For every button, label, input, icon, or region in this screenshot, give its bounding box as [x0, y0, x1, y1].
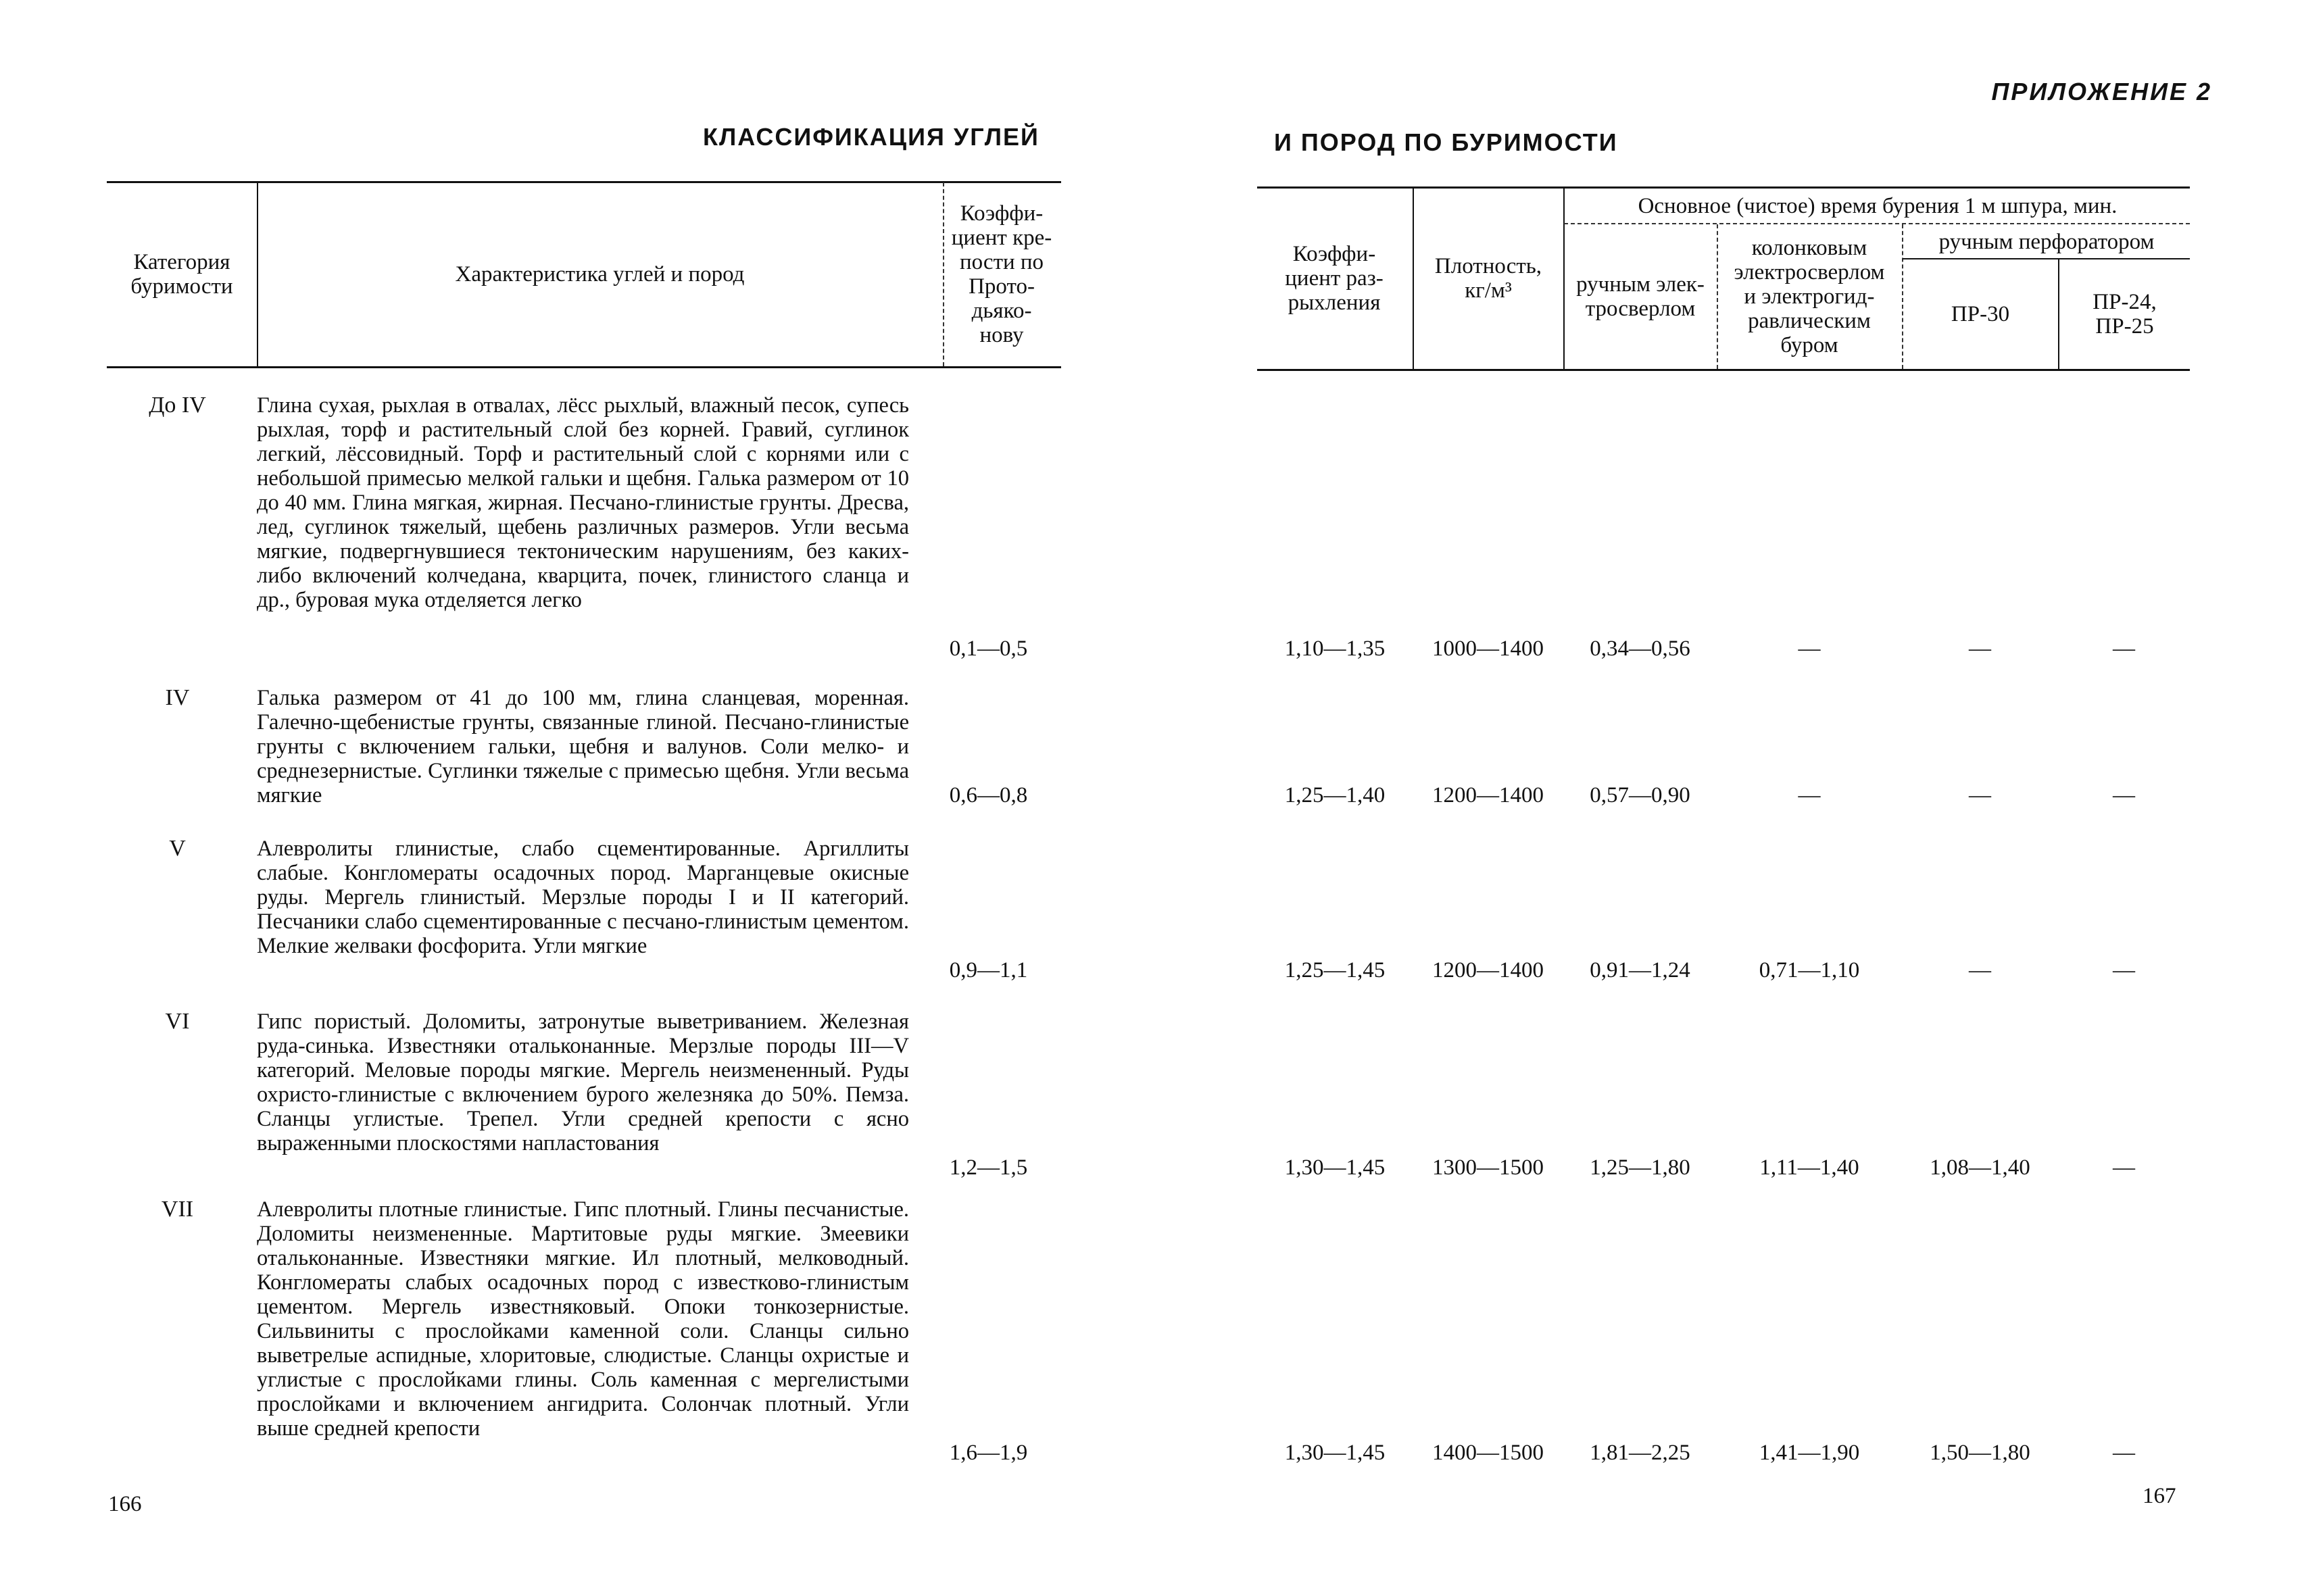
row-loosening: 1,10—1,35	[1284, 637, 1386, 661]
row-category: До IV	[149, 393, 206, 418]
header-characteristic	[258, 184, 941, 365]
row-hardness: 0,6—0,8	[949, 783, 1028, 807]
header-pr24	[2059, 261, 2190, 368]
header-hardness-line: Прото-	[969, 274, 1035, 299]
header-category-line: Категория	[133, 250, 230, 274]
header-category-line: буримости	[130, 274, 233, 299]
header-manual-drill	[1565, 226, 1715, 368]
header-pr24-line: ПР-24,	[2093, 290, 2157, 314]
row-loosening: 1,30—1,45	[1284, 1155, 1386, 1180]
row-pr30: 1,50—1,80	[1930, 1441, 2030, 1465]
row-category: IV	[165, 685, 190, 710]
right-page-title: И ПОРОД ПО БУРИМОСТИ	[1274, 128, 1618, 156]
header-drilling-time: Основное (чистое) время бурения 1 м шпура, мин.	[1638, 194, 2118, 218]
header-column-drill-line: электросверлом	[1734, 260, 1885, 284]
row-category: VII	[161, 1197, 194, 1222]
row-description: Галька размером от 41 до 100 мм, глина сланцевая, моренная. Галечно-щебенистые грунты, связанные глиной. Песчано-глинистые грунты с включением гальки, щебня и валунов. Соли мелко- и среднезернистые. Суглинки тяжелые с примесью щебня. Угли весьма мягкие	[257, 686, 909, 807]
row-loosening: 1,25—1,40	[1284, 783, 1386, 807]
header-column-drill-line: буром	[1780, 333, 1838, 357]
row-manual-drill: 1,81—2,25	[1590, 1441, 1690, 1465]
header-hardness-line: Коэффи-	[960, 201, 1044, 226]
row-hardness: 1,2—1,5	[949, 1155, 1028, 1180]
header-manual-drill-line: ручным элек-	[1576, 272, 1705, 297]
header-loosening	[1257, 189, 1411, 368]
row-hardness: 1,6—1,9	[949, 1441, 1028, 1465]
header-pr24-line: ПР-25	[2095, 314, 2154, 339]
header-hardness-line: дьяко-	[971, 299, 1032, 323]
row-description: Алевролиты плотные глинистые. Гипс плотный. Глины песчанистые. Доломиты неизмененные. Мартитовые руды мягкие. Змеевики отальконанные. Известняки мягкие. Ил плотный, мелководный. Конгломераты слабых осадочных пород с известково-глинистым цементом. Мергель известняковый. Опоки тонкозернистые. Сильвиниты с прослойками каменной соли. Сланцы сильно выветрелые аспидные, хлоритовые, слюдистые. Сланцы охристые и углистые с прослойками глины. Соль каменная с мергелистыми прослойками и включением ангидрита. Солончак плотный. Угли выше средней крепости	[257, 1197, 909, 1441]
table-top-rule	[107, 181, 1061, 183]
row-description: Глина сухая, рыхлая в отвалах, лёсс рыхлый, влажный песок, супесь рыхлая, торф и растительный слой без корней. Гравий, суглинок легкий, лёссовидный. Торф и растительный слой с корнями или с небольшой примесью мелкой гальки и щебня. Галька размером от 10 до 40 мм. Глина мягкая, жирная. Песчано-глинистые грунты. Дресва, лед, суглинок тяжелый, щебень различных размеров. Угли весьма мягкие, подвергнувшиеся тектоническим нарушениям, без каких-либо включений колчедана, кварцита, почек, глинистого сланца и др., буровая мука отделяется легко	[257, 393, 909, 612]
header-perforator-group: ручным перфоратором	[1938, 230, 2155, 254]
row-pr24: —	[2113, 958, 2135, 982]
row-column-drill: 0,71—1,10	[1759, 958, 1860, 982]
header-hardness-line: циент кре-	[951, 226, 1052, 250]
header-bottom-rule	[1257, 369, 2190, 371]
row-density: 1400—1500	[1432, 1441, 1544, 1465]
header-loosening-line: Коэффи-	[1292, 242, 1376, 266]
header-characteristic-text: Характеристика углей и пород	[455, 262, 745, 286]
row-manual-drill: 0,34—0,56	[1590, 637, 1690, 661]
header-divider	[1563, 188, 1565, 369]
row-category: V	[169, 836, 186, 861]
left-page	[0, 0, 1149, 1596]
row-category: VI	[165, 1009, 190, 1034]
header-column-drill-line: равлическим	[1748, 309, 1871, 333]
row-pr30: —	[1969, 958, 1991, 982]
header-perforator-rule	[1903, 258, 2190, 259]
right-page	[1149, 0, 2300, 1596]
row-description: Гипс пористый. Доломиты, затронутые выветриванием. Железная руда-синька. Известняки отальконанные. Мерзлые породы III—V категорий. Меловые породы мягкие. Мергель неизмененный. Руды охристо-глинистые с включением бурого железняка до 50%. Пемза. Сланцы углистые. Трепел. Угли средней крепости с ясно выраженными плоскостями напластования	[257, 1009, 909, 1155]
page-number-left: 166	[108, 1492, 142, 1516]
header-subgroup-rule	[1564, 223, 2190, 224]
header-bottom-rule	[107, 366, 1061, 368]
row-column-drill: —	[1798, 783, 1821, 807]
row-density: 1300—1500	[1432, 1155, 1544, 1180]
row-pr24: —	[2113, 783, 2135, 807]
row-description: Алевролиты глинистые, слабо сцементированные. Аргиллиты слабые. Конгломераты осадочных пород. Марганцевые окисные руды. Мергель глинистый. Мерзлые породы I и II категорий. Песчаники слабо сцементированные с песчано-глинистым цементом. Мелкие желваки фосфорита. Угли мягкие	[257, 837, 909, 958]
header-density-line: Плотность,	[1434, 254, 1542, 278]
header-loosening-line: рыхления	[1288, 291, 1381, 315]
row-manual-drill: 0,91—1,24	[1590, 958, 1690, 982]
header-column-drill-line: и электрогид-	[1744, 284, 1875, 309]
header-loosening-line: циент раз-	[1285, 266, 1384, 291]
left-page-title: КЛАССИФИКАЦИЯ УГЛЕЙ	[703, 123, 1039, 151]
row-column-drill: 1,11—1,40	[1759, 1155, 1859, 1180]
header-column-drill	[1718, 226, 1901, 368]
header-category	[108, 184, 255, 365]
header-hardness-line: пости по	[959, 250, 1044, 274]
header-pr30: ПР-30	[1951, 302, 2010, 326]
row-hardness: 0,9—1,1	[949, 958, 1028, 982]
row-density: 1200—1400	[1432, 783, 1544, 807]
row-loosening: 1,25—1,45	[1284, 958, 1386, 982]
row-density: 1200—1400	[1432, 958, 1544, 982]
header-column-drill-line: колонковым	[1751, 236, 1867, 260]
header-density-line: кг/м³	[1465, 278, 1512, 303]
page-number-right: 167	[2143, 1484, 2176, 1508]
header-hardness-line: нову	[979, 323, 1024, 347]
row-pr30: 1,08—1,40	[1930, 1155, 2030, 1180]
row-loosening: 1,30—1,45	[1284, 1441, 1386, 1465]
appendix-label: ПРИЛОЖЕНИЕ 2	[1991, 78, 2212, 105]
header-density	[1414, 189, 1563, 368]
row-pr24: —	[2113, 1155, 2135, 1180]
row-pr30: —	[1969, 637, 1991, 661]
row-pr24: —	[2113, 1441, 2135, 1465]
row-manual-drill: 1,25—1,80	[1590, 1155, 1690, 1180]
header-hardness	[944, 184, 1059, 365]
row-manual-drill: 0,57—0,90	[1590, 783, 1690, 807]
table-top-rule	[1257, 186, 2190, 189]
row-hardness: 0,1—0,5	[949, 637, 1028, 661]
row-density: 1000—1400	[1432, 637, 1544, 661]
row-column-drill: 1,41—1,90	[1759, 1441, 1860, 1465]
row-column-drill: —	[1798, 637, 1821, 661]
row-pr30: —	[1969, 783, 1991, 807]
header-manual-drill-line: тросверлом	[1585, 297, 1696, 321]
row-pr24: —	[2113, 637, 2135, 661]
